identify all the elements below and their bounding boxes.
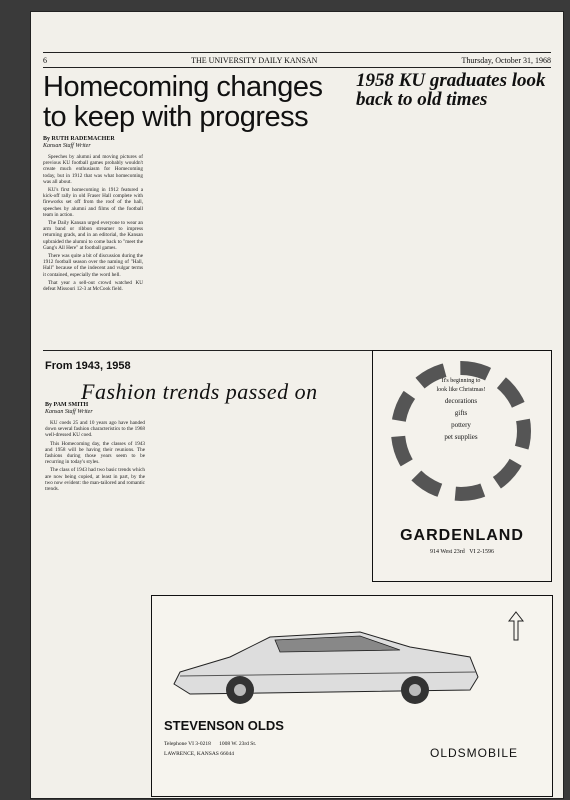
page-header xyxy=(43,56,551,68)
story3-column-3 xyxy=(257,400,362,590)
stevenson-olds-ad xyxy=(151,595,553,797)
story2-column-2 xyxy=(457,112,552,344)
paper-name: THE UNIVERSITY DAILY KANSAN xyxy=(191,56,318,65)
graduates-headline: 1958 KU graduates look back to old times xyxy=(356,70,546,110)
issue-date: Thursday, October 31, 1968 xyxy=(461,56,551,65)
dealer-name: STEVENSON OLDS xyxy=(164,718,284,733)
section-tag: From 1943, 1958 xyxy=(45,360,131,372)
fashion-headline: Fashion trends passed on xyxy=(81,379,318,404)
gardenland-name: GARDENLAND xyxy=(400,527,524,544)
story1-column-3 xyxy=(249,136,349,344)
story3-column-2 xyxy=(151,400,251,590)
dealer-info: Telephone VI 3-0218 1008 W. 23rd St. LAWRENCE, KANSAS 66044 xyxy=(164,741,257,757)
page-number: 6 xyxy=(43,56,47,65)
oldsmobile-emblem-icon xyxy=(507,611,525,641)
story1-column-2 xyxy=(149,136,244,344)
wreath-text: It's beginning to look like Christmas! decorations gifts pottery pet supplies xyxy=(436,378,486,441)
newspaper-page xyxy=(31,12,563,798)
gardenland-address: 914 West 23rd VI 2-1596 xyxy=(429,549,495,555)
story3-column-1: KU coeds 25 and 10 years ago have handed down several fashion characteristics to the 1968 well-dressed KU coed. This Homecoming day, the classes of 1943 and 1958 will be having their reunions. The fashions during those years seem to be recurring in today's styles. The class of 1943 had two basic trends which are now being copied, at least in part, by the two now evident: the man-tailored and romantic trends. xyxy=(45,420,145,493)
gardenland-ad xyxy=(372,350,552,582)
story3-byline: By PAM SMITH Kansan Staff Writer xyxy=(45,402,93,415)
story1-column-1: Speeches by alumni and moving pictures of previous KU football games probably wouldn't create much enthusiasm for Homecoming today, but in 1912 that was what homecoming was all about. KU's first homecoming in 1912 featured a kick-off rally in old Fraser Hall complete with fireworks set off from the roof of the hall, speeches by alumni and films of the football team in action. The Daily Kansan urged everyone to wear an arm band or ribbon streamer to impress returning grads, and in an editorial, the Kansan upbraided the alumni to come back to "meet the Gang's All Here" at football games. There was quite a bit of discussion during the 1912 football season over the naming of "Hall, Hall" because of the indecent and vulgar terms it contained, especially the word hell. That year a sell-out crowd watched KU defeat Missouri 12-3 at McCook field. xyxy=(43,154,143,293)
oldsmobile-logo: OLDSMOBILE xyxy=(430,746,519,760)
story1-byline: By RUTH RADEMACHER Kansan Staff Writer xyxy=(43,136,115,149)
car-illustration xyxy=(160,602,490,712)
story2-column-1 xyxy=(356,112,451,344)
top-rule xyxy=(43,52,551,53)
homecoming-headline: Homecoming changes to keep with progress xyxy=(43,71,323,133)
